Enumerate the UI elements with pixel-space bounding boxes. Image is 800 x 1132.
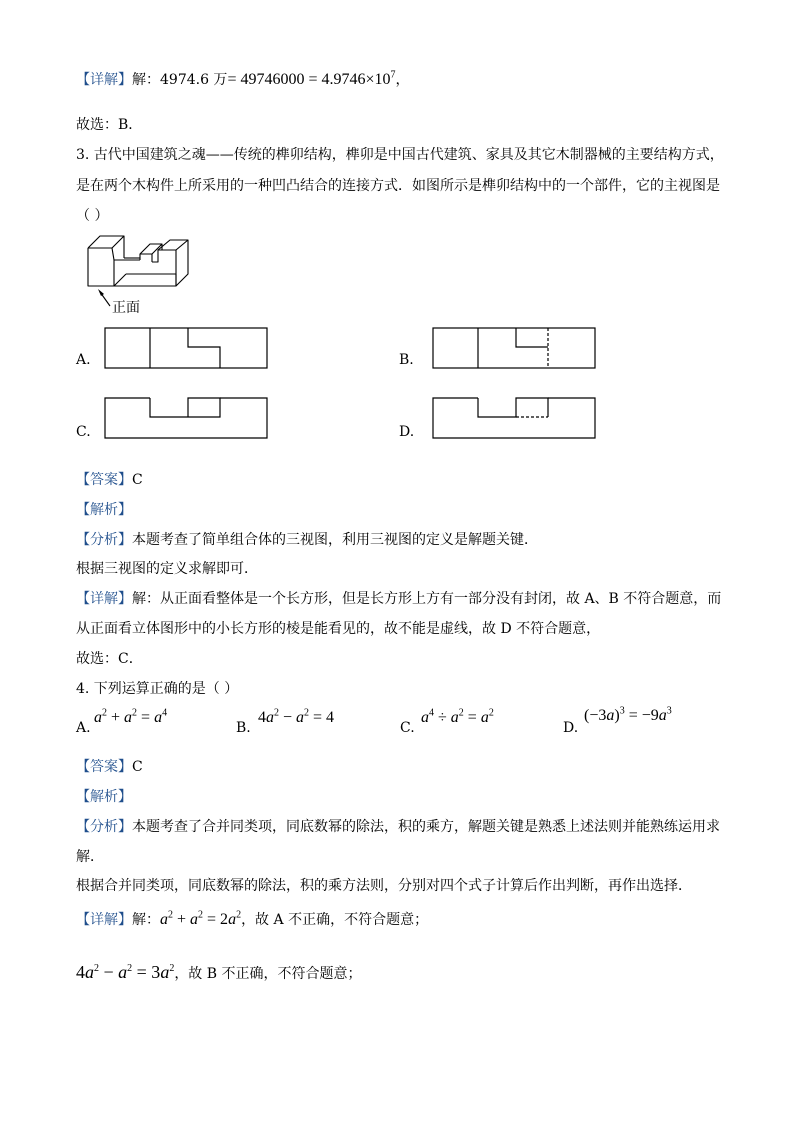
q4-option-d-expr: $(-3a)^3 = -9a^3$: [584, 705, 672, 724]
q3-option-a-figure: [104, 327, 268, 369]
q3-option-d-label: D.: [399, 424, 415, 440]
q4-method: 根据合并同类项，同底数幂的除法，积的乘方法则，分别对四个式子计算后作出判断，再作出选择．: [76, 878, 692, 894]
q4-option-c-expr: $a^4 \div a^2 = a^2$: [421, 707, 494, 726]
q4-option-b-expr: $4a^2 - a^2 = 4$: [258, 707, 335, 726]
q3-analysis-line: 【分析】本题考查了简单组合体的三视图，利用三视图的定义是解题关键．: [76, 532, 538, 548]
q3-option-c-label: C.: [76, 424, 91, 440]
q4-detail-expr-2: $4a^2 - a^2 = 3a^2$: [76, 962, 175, 982]
detail-tag: 【详解】: [76, 72, 132, 88]
q4-analysis-tag: 【解析】: [76, 789, 132, 805]
q3-method: 根据三视图的定义求解即可．: [76, 561, 258, 577]
q3-option-a-label: A.: [76, 352, 91, 368]
q2-detail-line: 【详解】解：4974.6 万= $49746000 = 4.9746\times 10^7$，: [76, 69, 410, 88]
q4-option-b-label: B.: [236, 720, 251, 736]
q4-detail-expr-1: $a^2 + a^2 = 2a^2$: [160, 909, 242, 928]
q4-analysis-line-2: 解．: [76, 849, 104, 865]
q3-mortise-figure: [80, 228, 200, 318]
q3-stem-line-2: 是在两个木构件上所采用的一种凹凸结合的连接方式．如图所示是榫卯结构中的一个部件，它的主视图是: [76, 178, 720, 194]
q3-option-d-figure: [432, 397, 596, 439]
q2-conclusion: 故选：B．: [76, 117, 143, 133]
q4-option-d-label: D.: [563, 720, 579, 736]
q2-detail-math: = $49746000 = 4.9746\times 10^7$: [227, 69, 396, 88]
q4-detail-line-2: $4a^2 - a^2 = 3a^2$，故 B 不正确，不符合题意；: [76, 962, 362, 982]
q3-analysis-tag: 【解析】: [76, 502, 132, 518]
q3-answer: C: [132, 472, 143, 488]
q3-option-c-figure: [104, 397, 268, 439]
q3-conclusion: 故选：C．: [76, 651, 143, 667]
q4-answer: C: [132, 759, 143, 775]
q4-analysis-line-1: 【分析】本题考查了合并同类项，同底数幂的除法，积的乘方，解题关键是熟悉上述法则并能熟练运用求: [76, 819, 720, 835]
q3-detail-line-2: 从正面看立体图形中的小长方形的棱是能看见的，故不能是虚线，故 D 不符合题意，: [76, 621, 601, 637]
q4-detail-line-1: 【详解】解：$a^2 + a^2 = 2a^2$，故 A 不正确，不符合题意；: [76, 909, 429, 928]
q3-stem-line-3: （ ）: [76, 208, 109, 224]
q3-option-b-label: B.: [399, 352, 414, 368]
q4-option-a-label: A.: [76, 720, 91, 736]
q3-figure-label: 正面: [112, 300, 140, 316]
q4-option-a-expr: $a^2 + a^2 = a^4$: [94, 707, 168, 726]
q4-answer-line: 【答案】C: [76, 759, 143, 775]
q3-option-b-figure: [432, 327, 596, 369]
q2-detail-prefix: 解：4974.6 万: [132, 72, 228, 88]
q4-stem: 4. 下列运算正确的是（ ）: [76, 681, 239, 697]
answer-tag: 【答案】: [76, 472, 132, 488]
q3-detail-line-1: 【详解】解：从正面看整体是一个长方形，但是长方形上方有一部分没有封闭，故 A、B 不符合题意，而: [76, 591, 722, 607]
q3-answer-line: [76, 470, 143, 490]
q4-option-c-label: C.: [400, 720, 415, 736]
q3-stem-line-1: 3. 古代中国建筑之魂——传统的榫卯结构，榫卯是中国古代建筑、家具及其它木制器械的主要结构方式，: [76, 147, 724, 163]
